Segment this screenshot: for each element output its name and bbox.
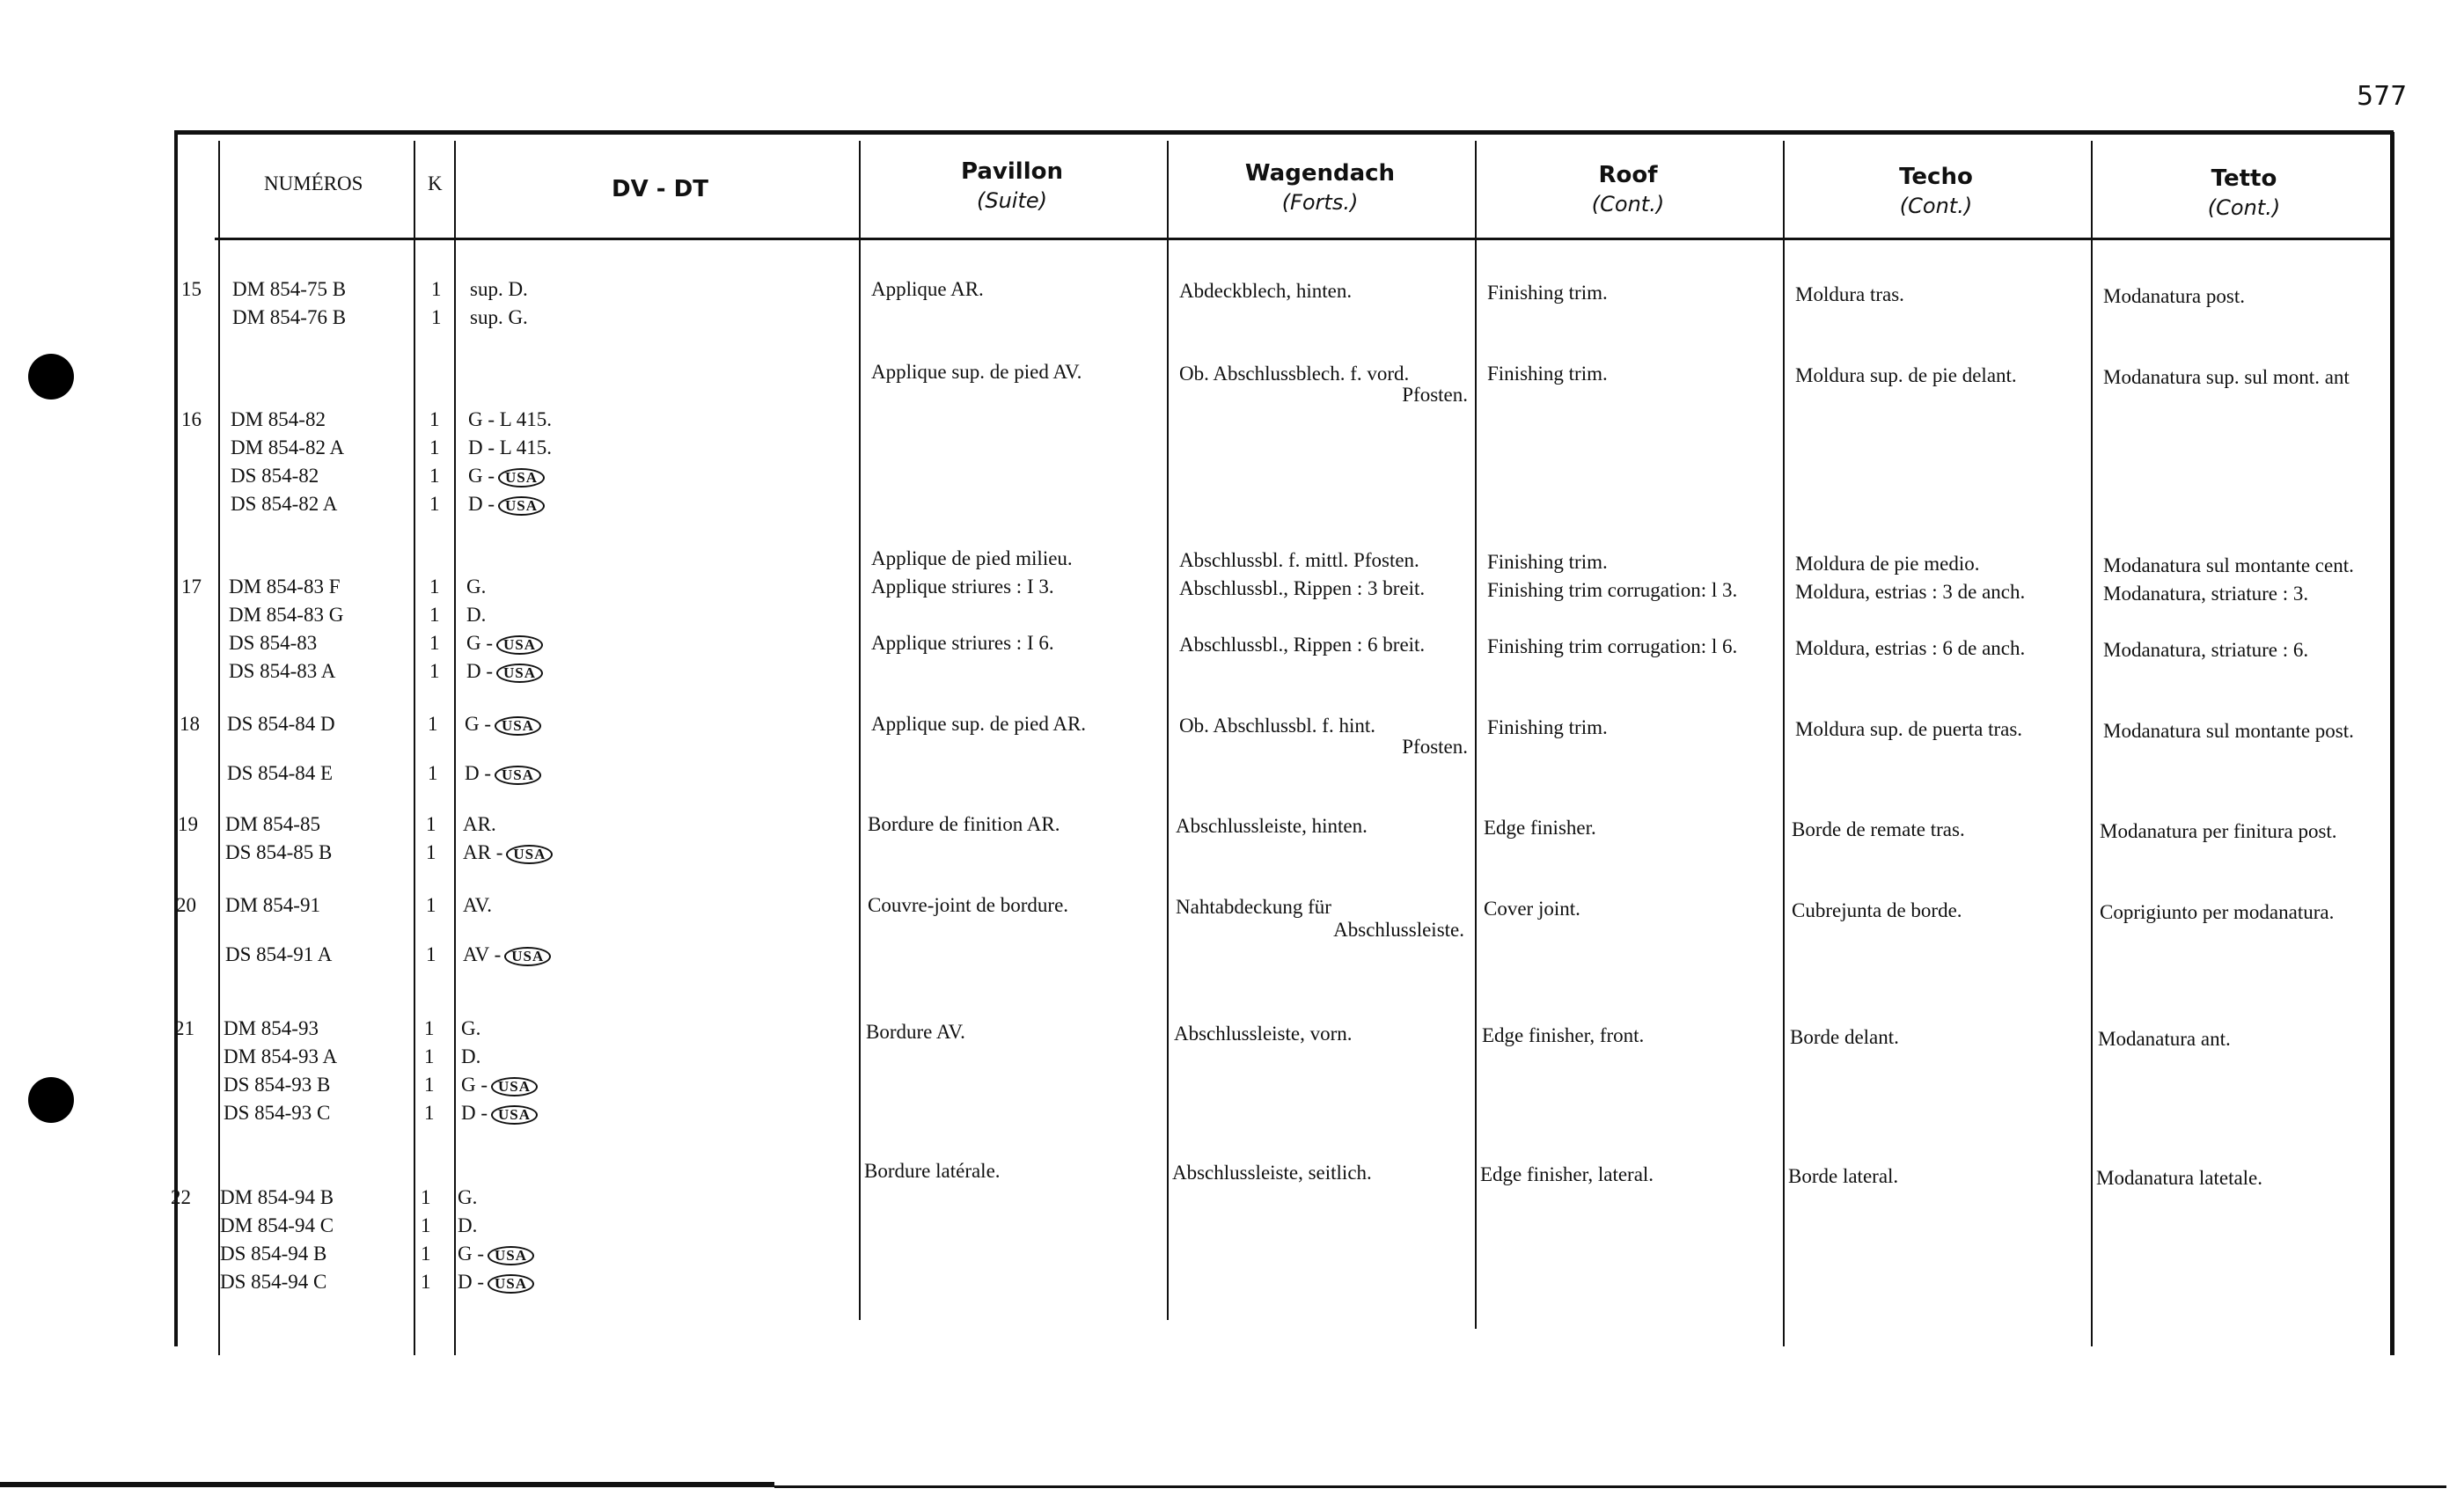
- part-number: DS 854-85 B: [225, 841, 333, 863]
- row-number: 15: [181, 278, 202, 300]
- usa-stamp: USA: [496, 664, 543, 683]
- part-number: DM 854-82: [231, 408, 326, 430]
- desc-es: Moldura sup. de puerta tras.: [1795, 718, 2023, 740]
- part-qty: 1: [421, 1243, 431, 1265]
- usa-stamp: USA: [488, 1274, 534, 1294]
- desc-it: Modanatura sul montante post.: [2103, 720, 2354, 742]
- part-number: DS 854-84 E: [227, 762, 334, 784]
- part-number: DS 854-93 B: [224, 1074, 331, 1096]
- part-number: DM 854-93: [224, 1017, 319, 1039]
- desc-en: Finishing trim corrugation: l 3.: [1487, 579, 1738, 601]
- desc-es: Borde lateral.: [1788, 1165, 1899, 1187]
- desc-de-cont: Pfosten.: [1402, 736, 1468, 758]
- desc-it: Modanatura latetale.: [2096, 1167, 2263, 1189]
- col-sep-2: [414, 141, 415, 1355]
- part-variant: D - USA: [468, 493, 545, 516]
- col-sep-3: [454, 141, 456, 1355]
- bottom-rule-right: [774, 1485, 2446, 1488]
- part-number: DS 854-84 D: [227, 713, 335, 735]
- desc-en: Finishing trim.: [1487, 716, 1608, 738]
- part-variant: G - USA: [466, 632, 543, 655]
- desc-fr: Bordure de finition AR.: [868, 813, 1060, 835]
- desc-en: Finishing trim.: [1487, 551, 1608, 573]
- header-de-title: Wagendach: [1244, 160, 1396, 187]
- part-qty: 1: [429, 408, 440, 430]
- usa-stamp: USA: [506, 845, 553, 864]
- desc-es: Moldura de pie medio.: [1795, 553, 1980, 575]
- part-variant: G - USA: [458, 1243, 534, 1265]
- part-variant: D - USA: [458, 1271, 534, 1294]
- part-number: DS 854-94 C: [220, 1271, 327, 1293]
- header-fr-sub: (Suite): [976, 188, 1047, 213]
- part-qty: 1: [429, 493, 440, 515]
- row-number: 19: [178, 813, 198, 835]
- part-variant: D.: [466, 604, 487, 626]
- part-qty: 1: [429, 465, 440, 487]
- desc-es: Borde de remate tras.: [1792, 818, 1965, 840]
- row-number: 22: [171, 1186, 191, 1208]
- header-es-sub: (Cont.): [1899, 194, 1973, 218]
- part-number: DM 854-83 F: [229, 576, 341, 598]
- part-number: DS 854-82 A: [231, 493, 338, 515]
- part-number: DS 854-91 A: [225, 943, 333, 965]
- part-qty: 1: [431, 306, 442, 328]
- col-sep-5: [1167, 141, 1169, 1320]
- row-number: 16: [181, 408, 202, 430]
- col-sep-6: [1475, 141, 1477, 1329]
- desc-en: Edge finisher.: [1484, 817, 1596, 839]
- part-variant: G - USA: [465, 713, 541, 736]
- header-separator: [215, 238, 2390, 240]
- desc-it: Modanatura post.: [2103, 285, 2245, 307]
- desc-en: Finishing trim corrugation: l 6.: [1487, 635, 1738, 657]
- desc-fr: Applique AR.: [871, 278, 984, 300]
- desc-es: Moldura, estrias : 3 de anch.: [1795, 581, 2026, 603]
- part-variant: G - USA: [461, 1074, 538, 1096]
- col-sep-7: [1783, 141, 1785, 1346]
- header-numeros: NUMÉROS: [264, 172, 363, 194]
- part-variant: sup. G.: [470, 306, 528, 328]
- usa-stamp: USA: [488, 1246, 534, 1265]
- desc-de: Abschlussleiste, hinten.: [1176, 815, 1368, 837]
- desc-it: Modanatura sup. sul mont. ant: [2103, 366, 2350, 388]
- part-number: DS 854-93 C: [224, 1102, 331, 1124]
- part-qty: 1: [428, 762, 438, 784]
- part-qty: 1: [429, 576, 440, 598]
- desc-de: Abdeckblech, hinten.: [1179, 280, 1353, 302]
- bottom-rule-left: [0, 1482, 774, 1487]
- part-number: DM 854-82 A: [231, 436, 345, 458]
- part-variant: AV.: [463, 894, 493, 916]
- table-right-border: [2390, 132, 2394, 1355]
- part-number: DM 854-93 A: [224, 1045, 338, 1067]
- desc-en: Cover joint.: [1484, 898, 1580, 920]
- desc-fr: Bordure AV.: [866, 1021, 965, 1043]
- part-number: DM 854-91: [225, 894, 320, 916]
- header-es-title: Techo: [1899, 164, 1973, 190]
- desc-de: Abschlussbl., Rippen : 6 breit.: [1179, 634, 1426, 656]
- part-variant: G - L 415.: [468, 408, 552, 430]
- part-number: DM 854-94 C: [220, 1214, 334, 1236]
- part-qty: 1: [424, 1045, 435, 1067]
- usa-stamp: USA: [491, 1105, 538, 1125]
- part-qty: 1: [429, 632, 440, 654]
- part-qty: 1: [426, 943, 436, 965]
- desc-it: Modanatura, striature : 3.: [2103, 583, 2309, 605]
- table-left-border: [174, 132, 178, 1346]
- part-qty: 1: [426, 813, 436, 835]
- desc-fr: Applique sup. de pied AV.: [871, 361, 1082, 383]
- part-number: DS 854-94 B: [220, 1243, 327, 1265]
- part-qty: 1: [421, 1214, 431, 1236]
- part-qty: 1: [421, 1271, 431, 1293]
- desc-it: Modanatura per finitura post.: [2100, 820, 2337, 842]
- desc-de: Ob. Abschlussblech. f. vord.: [1179, 363, 1410, 385]
- part-qty: 1: [429, 604, 440, 626]
- part-qty: 1: [431, 278, 442, 300]
- header-k: K: [428, 172, 443, 194]
- desc-es: Cubrejunta de borde.: [1792, 899, 1962, 921]
- desc-fr: Applique striures : I 3.: [871, 576, 1054, 598]
- part-qty: 1: [429, 436, 440, 458]
- part-number: DS 854-83: [229, 632, 318, 654]
- part-variant: AR.: [463, 813, 496, 835]
- desc-de: Abschlussbl., Rippen : 3 breit.: [1179, 577, 1426, 599]
- part-variant: D.: [458, 1214, 478, 1236]
- part-number: DM 854-75 B: [232, 278, 347, 300]
- desc-it: Coprigiunto per modanatura.: [2100, 901, 2335, 923]
- row-number: 21: [174, 1017, 194, 1039]
- part-variant: AV - USA: [463, 943, 551, 966]
- part-variant: D - USA: [465, 762, 541, 785]
- desc-en: Edge finisher, front.: [1482, 1024, 1645, 1046]
- part-variant: sup. D.: [470, 278, 528, 300]
- part-number: DS 854-83 A: [229, 660, 336, 682]
- part-number: DS 854-82: [231, 465, 319, 487]
- part-qty: 1: [426, 841, 436, 863]
- desc-it: Modanatura ant.: [2098, 1028, 2231, 1050]
- header-it-sub: (Cont.): [2207, 195, 2281, 220]
- header-fr-title: Pavillon: [961, 158, 1063, 185]
- part-number: DM 854-94 B: [220, 1186, 334, 1208]
- row-number: 20: [176, 894, 196, 916]
- usa-stamp: USA: [504, 947, 551, 966]
- part-variant: G.: [461, 1017, 481, 1039]
- header-it-title: Tetto: [2211, 165, 2277, 192]
- desc-de-cont: Abschlussleiste.: [1333, 919, 1464, 941]
- header-en-title: Roof: [1598, 162, 1658, 188]
- binder-hole-bottom: [28, 1077, 74, 1123]
- row-number: 17: [181, 576, 202, 598]
- part-qty: 1: [424, 1017, 435, 1039]
- desc-it: Modanatura sul montante cent.: [2103, 554, 2354, 576]
- desc-fr: Bordure latérale.: [864, 1160, 1001, 1182]
- part-variant: G.: [466, 576, 487, 598]
- part-qty: 1: [429, 660, 440, 682]
- desc-de: Nahtabdeckung für: [1176, 896, 1331, 918]
- usa-stamp: USA: [496, 635, 543, 655]
- header-dvdt: DV - DT: [612, 176, 708, 202]
- desc-en: Edge finisher, lateral.: [1480, 1163, 1654, 1185]
- desc-es: Moldura tras.: [1795, 283, 1904, 305]
- part-qty: 1: [424, 1102, 435, 1124]
- part-number: DM 854-76 B: [232, 306, 347, 328]
- desc-de: Abschlussleiste, seitlich.: [1172, 1162, 1372, 1184]
- part-number: DM 854-85: [225, 813, 320, 835]
- usa-stamp: USA: [498, 468, 545, 488]
- usa-stamp: USA: [495, 766, 541, 785]
- desc-it: Modanatura, striature : 6.: [2103, 639, 2309, 661]
- usa-stamp: USA: [495, 716, 541, 736]
- row-number: 18: [180, 713, 200, 735]
- desc-fr: Applique sup. de pied AR.: [871, 713, 1087, 735]
- part-qty: 1: [428, 713, 438, 735]
- part-variant: D - USA: [466, 660, 543, 683]
- desc-es: Moldura, estrias : 6 de anch.: [1795, 637, 2026, 659]
- part-variant: D - USA: [461, 1102, 538, 1125]
- part-number: DM 854-83 G: [229, 604, 344, 626]
- desc-en: Finishing trim.: [1487, 282, 1608, 304]
- desc-de: Abschlussleiste, vorn.: [1174, 1023, 1353, 1045]
- desc-fr: Applique de pied milieu.: [871, 547, 1073, 569]
- part-variant: D.: [461, 1045, 481, 1067]
- part-qty: 1: [421, 1186, 431, 1208]
- desc-de: Ob. Abschlussbl. f. hint.: [1179, 715, 1375, 737]
- desc-de: Abschlussbl. f. mittl. Pfosten.: [1179, 549, 1419, 571]
- part-variant: AR - USA: [463, 841, 553, 864]
- header-de-sub: (Forts.): [1281, 190, 1359, 215]
- header-en-sub: (Cont.): [1591, 192, 1665, 216]
- part-variant: G.: [458, 1186, 478, 1208]
- table-top-border: [174, 130, 2394, 135]
- usa-stamp: USA: [491, 1077, 538, 1096]
- part-qty: 1: [426, 894, 436, 916]
- desc-es: Moldura sup. de pie delant.: [1795, 364, 2017, 386]
- binder-hole-top: [28, 354, 74, 400]
- desc-en: Finishing trim.: [1487, 363, 1608, 385]
- desc-fr: Applique striures : I 6.: [871, 632, 1054, 654]
- col-sep-4: [859, 141, 861, 1320]
- desc-es: Borde delant.: [1790, 1026, 1899, 1048]
- page-number: 577: [2357, 81, 2408, 112]
- part-variant: G - USA: [468, 465, 545, 488]
- part-qty: 1: [424, 1074, 435, 1096]
- col-sep-1: [218, 141, 220, 1355]
- part-variant: D - L 415.: [468, 436, 552, 458]
- col-sep-8: [2091, 141, 2093, 1346]
- usa-stamp: USA: [498, 496, 545, 516]
- desc-de-cont: Pfosten.: [1402, 384, 1468, 406]
- desc-fr: Couvre-joint de bordure.: [868, 894, 1069, 916]
